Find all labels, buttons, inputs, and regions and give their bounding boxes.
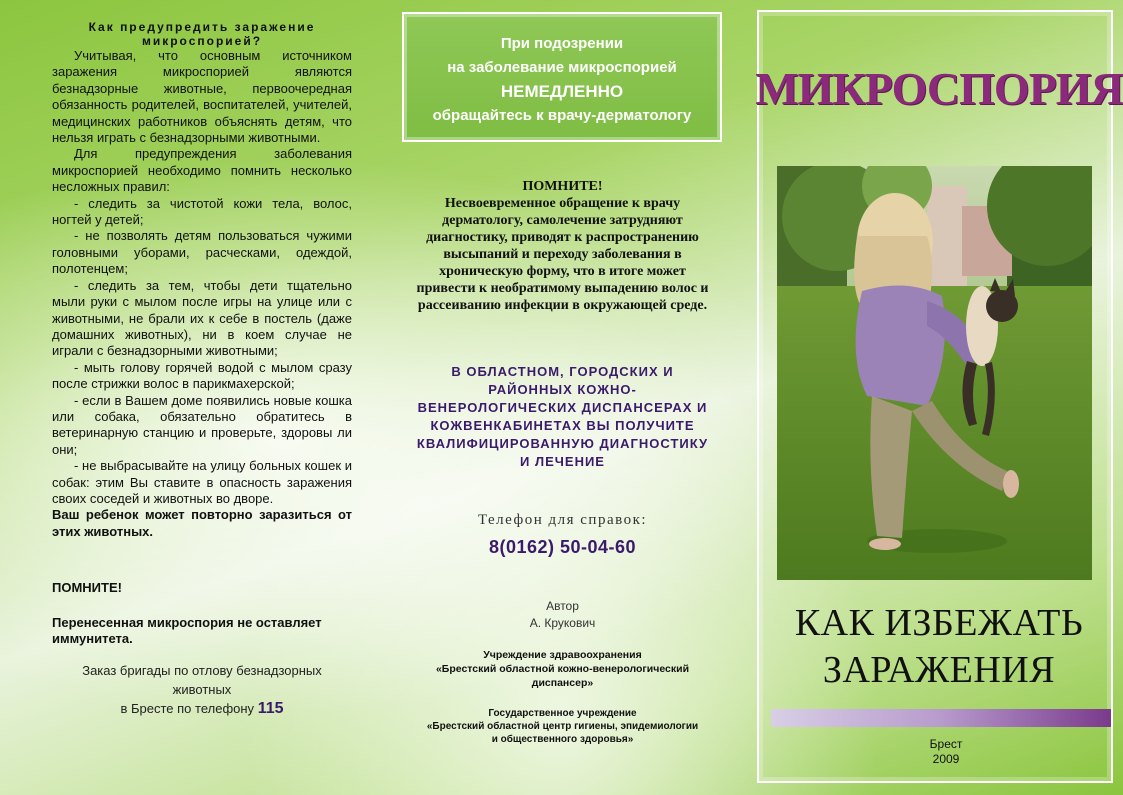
box-line-3: обращайтесь к врачу-дерматологу <box>432 107 692 124</box>
inst1-line-2: «Брестский областной кожно-венерологический <box>435 663 690 675</box>
prevention-heading: Как предупредить заражение микроспорией? <box>88 20 316 48</box>
box-urgent: НЕМЕДЛЕННО <box>500 82 624 101</box>
publication-info <box>755 737 1123 767</box>
phone-number: 8(0162) 50-04-60 <box>488 537 637 557</box>
dispensary-note: В ОБЛАСТНОМ, ГОРОДСКИХ И РАЙОННЫХ КОЖНО-ВЕНЕРОЛОГИЧЕСКИХ ДИСПАНСЕРАХ И КОЖВЕНКАБИНЕТАХ ВЫ ПОЛУЧИТЕ КВАЛИФИЦИРОВАННУЮ ДИАГНОСТИКУ И ЛЕЧЕНИЕ <box>416 364 709 469</box>
cover-title: МИКРОСПОРИЯ <box>755 63 1123 114</box>
immunity-note: Перенесенная микроспория не оставляет иммунитета. <box>52 614 322 646</box>
decorative-bar <box>771 709 1111 727</box>
order-phone: 115 <box>257 699 284 717</box>
subtitle-line-1: КАК ИЗБЕЖАТЬ <box>794 602 1084 644</box>
author-name: А. Крукович <box>529 616 596 630</box>
order-line-1: Заказ бригады по отлову безнадзорных животных <box>82 662 322 697</box>
cover-photo <box>777 166 1092 580</box>
inst1-line-1: Учреждение здравоохранения <box>483 649 642 661</box>
institution-2 <box>410 707 715 746</box>
middle-panel <box>380 0 755 795</box>
author-block <box>410 598 715 632</box>
box-line-1: При подозрении <box>500 35 624 52</box>
rule-item: - не позволять детям пользоваться чужими головными уборами, расческами, одеждой, полотенцем; <box>52 228 352 277</box>
institution-1 <box>410 648 715 690</box>
suspicion-box <box>402 12 722 142</box>
inst1-line-3: диспансер» <box>531 677 594 689</box>
rule-item: - следить за чистотой кожи тела, волос, ногтей у детей; <box>52 195 352 228</box>
cover-subtitle <box>755 600 1123 694</box>
inst2-line-2: «Брестский областной центр гигиены, эпидемиологии <box>426 721 699 732</box>
box-line-2: на заболевание микроспорией <box>447 59 677 76</box>
cover-panel <box>755 0 1123 795</box>
rule-item: - если в Вашем доме появились новые кошка или собака, обязательно обратитесь в ветеринарную станцию и проверьте, здоровы ли они; <box>52 392 352 457</box>
phone-label: Телефон для справок: <box>477 512 648 528</box>
remember-text-mid: Несвоевременное обращение к врачу дерматологу, самолечение затрудняют диагностику, приводят к распространению высыпаний и переходу заболевания в хроническую форму, что в итоге может привести к необратимому выпадению волос и рассеиванию инфекции в окружающей среде. <box>416 196 709 313</box>
child-with-cat-illustration <box>777 166 1092 580</box>
rules-intro: Для предупреждения заболевания микроспорией необходимо помнить несколько несложных правил: <box>52 146 352 195</box>
inst2-line-1: Государственное учреждение <box>488 708 637 719</box>
inst2-line-3: и общественного здоровья» <box>491 734 634 745</box>
prevention-intro: Учитывая, что основным источником заражения микроспорией являются безнадзорные животные, первоочередная обязанность родителей, воспитателей, учителей, медицинских работников объяснять детям, что нельзя играть с безнадзорными животными. <box>52 48 352 146</box>
rule-item: - мыть голову горячей водой с мылом сразу после стрижки волос в парикмахерской; <box>52 359 352 392</box>
remember-block <box>410 178 715 314</box>
author-label: Автор <box>546 599 579 613</box>
rule-item: - не выбрасывайте на улицу больных кошек и собак: этим Вы ставите в опасность заражения своих соседей и животных во дворе. <box>52 458 352 506</box>
remember-title: ПОМНИТЕ! <box>52 580 122 596</box>
reinfection-warning: Ваш ребенок может повторно заразиться от этих животных. <box>52 507 352 539</box>
subtitle-line-2: ЗАРАЖЕНИЯ <box>822 649 1056 691</box>
publication-year: 2009 <box>932 752 960 766</box>
animal-control-note <box>52 661 352 718</box>
rule-item: - следить за тем, чтобы дети тщательно мыли руки с мылом после игры на улице или с животными, не брали их к себе в постель (даже домашних животных), ни в коем случае не играли с безнадзорными животными; <box>52 277 352 359</box>
remember-title-mid: ПОМНИТЕ! <box>522 179 603 194</box>
order-line-2-text: в Бресте по телефону <box>120 700 255 716</box>
publication-city: Брест <box>929 737 963 751</box>
order-line-2 <box>52 699 352 718</box>
left-panel <box>0 0 380 795</box>
